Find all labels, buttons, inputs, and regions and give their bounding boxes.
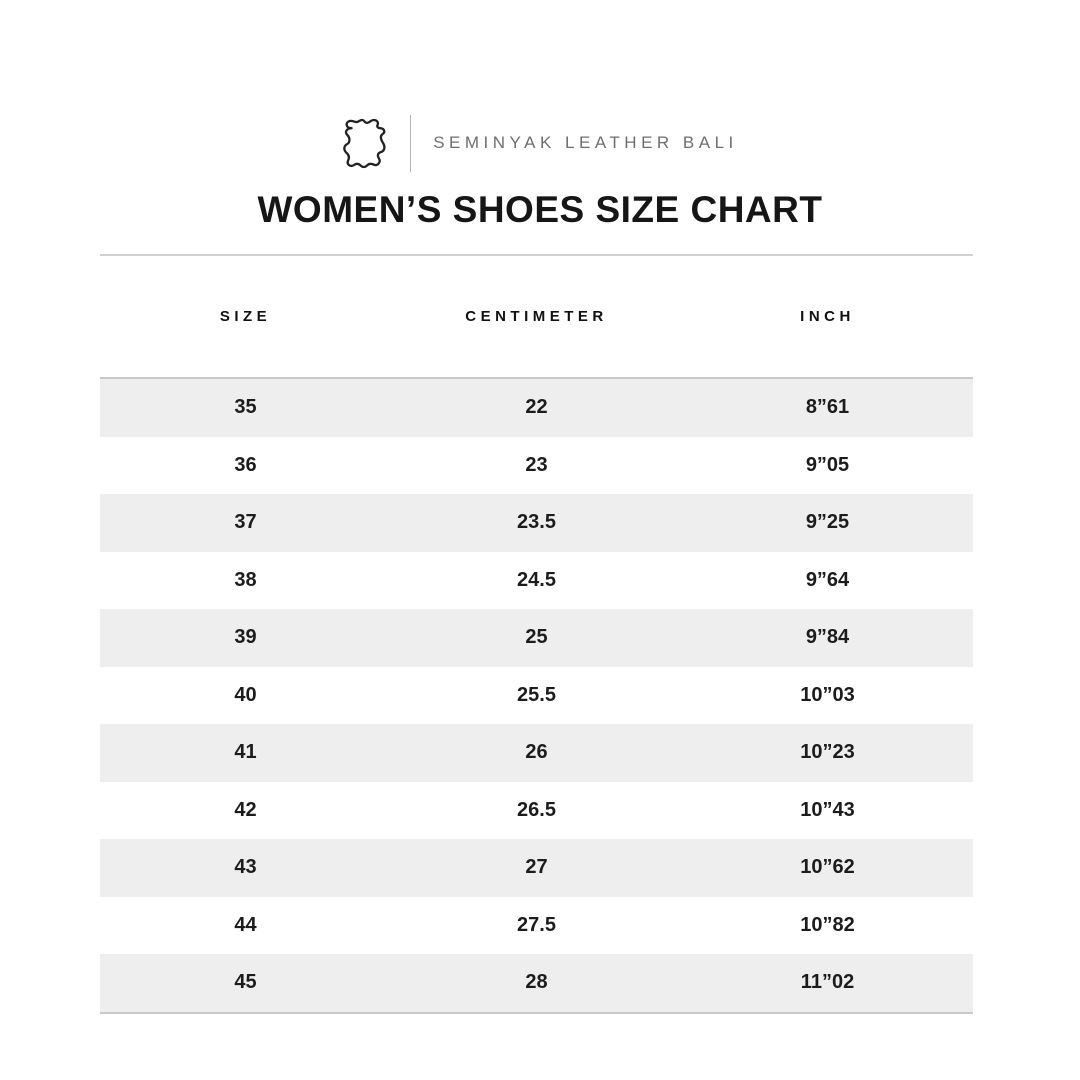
table-cell: 9”64: [805, 568, 850, 591]
table-cell: 22: [525, 396, 548, 419]
table-row: [100, 437, 973, 495]
table-row: [100, 494, 973, 552]
table-cell: 26.5: [517, 798, 556, 821]
table-cell: 40: [234, 683, 257, 706]
table-cell: 27.5: [517, 913, 556, 936]
size-table-header: [100, 256, 973, 377]
table-cell: 23: [525, 453, 548, 476]
table-cell: 37: [234, 511, 257, 534]
page-title: WOMEN’S SHOES SIZE CHART: [257, 189, 823, 230]
table-cell: 9”84: [805, 626, 850, 649]
table-cell: 26: [525, 741, 548, 764]
column-header-centimeter: CENTIMETER: [465, 308, 608, 325]
column-header-size: SIZE: [219, 308, 272, 325]
table-row: [100, 552, 973, 610]
table-row: [100, 379, 973, 437]
table-row: [100, 782, 973, 840]
table-cell: 24.5: [517, 568, 556, 591]
brand-header: [0, 112, 1080, 174]
table-cell: 35: [234, 396, 257, 419]
table-cell: 10”43: [800, 798, 855, 821]
size-table: [100, 256, 973, 1014]
table-row: [100, 609, 973, 667]
table-cell: 39: [234, 626, 257, 649]
table-cell: 44: [234, 913, 257, 936]
table-cell: 28: [525, 971, 548, 994]
table-cell: 10”62: [800, 856, 855, 879]
table-row: [100, 954, 973, 1012]
table-cell: 42: [234, 798, 257, 821]
table-cell: 9”05: [805, 453, 850, 476]
table-cell: 10”82: [800, 913, 855, 936]
leather-hide-icon: [342, 115, 388, 172]
table-row: [100, 667, 973, 725]
table-cell: 23.5: [517, 511, 556, 534]
table-cell: 41: [234, 741, 257, 764]
table-cell: 25: [525, 626, 548, 649]
table-row: [100, 839, 973, 897]
size-table-body: [100, 377, 973, 1014]
table-cell: 10”03: [800, 683, 855, 706]
brand-name: SEMINYAK LEATHER BALI: [433, 133, 738, 152]
table-cell: 8”61: [805, 396, 850, 419]
table-cell: 25.5: [517, 683, 556, 706]
table-cell: 11”02: [800, 971, 855, 994]
brand-divider: [410, 115, 411, 172]
table-row: [100, 724, 973, 782]
table-cell: 43: [234, 856, 257, 879]
table-cell: 27: [525, 856, 548, 879]
table-cell: 10”23: [800, 741, 855, 764]
table-cell: 45: [234, 971, 257, 994]
table-cell: 9”25: [805, 511, 850, 534]
column-header-inch: INCH: [800, 308, 855, 325]
table-cell: 38: [234, 568, 257, 591]
table-cell: 36: [234, 453, 257, 476]
table-row: [100, 897, 973, 955]
